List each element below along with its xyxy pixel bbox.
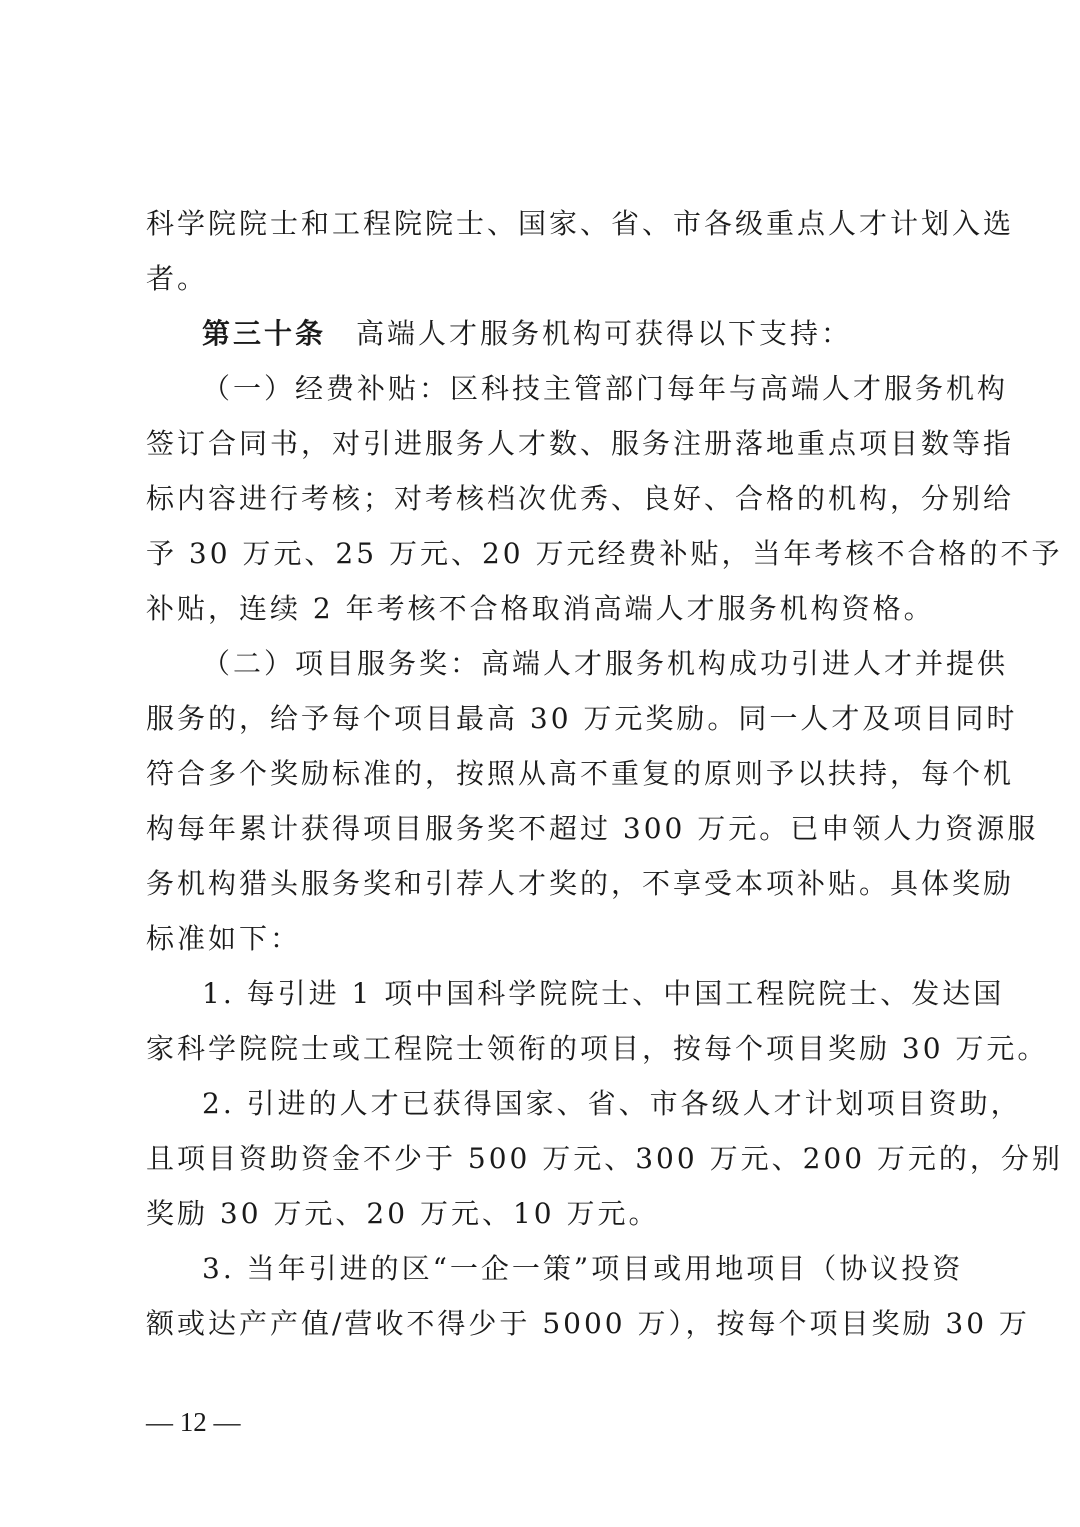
text-line: 服务的，给予每个项目最高 30 万元奖励。同一人才及项目同时 bbox=[146, 702, 1018, 735]
text-line: 者。 bbox=[146, 262, 209, 295]
text-line: （一）经费补贴：区科技主管部门每年与高端人才服务机构 bbox=[202, 372, 1009, 405]
article-heading-line bbox=[202, 314, 946, 354]
text-line: 务机构猎头服务奖和引荐人才奖的，不享受本项补贴。具体奖励 bbox=[146, 867, 1015, 900]
text-line: 家科学院院士或工程院士领衔的项目，按每个项目奖励 30 万元。 bbox=[146, 1032, 1049, 1065]
article-label: 第三十条 bbox=[202, 317, 327, 350]
text-line: 签订合同书，对引进服务人才数、服务注册落地重点项目数等指 bbox=[146, 427, 1015, 460]
text-line: 补贴，连续 2 年考核不合格取消高端人才服务机构资格。 bbox=[146, 592, 935, 625]
text-line: 予 30 万元、25 万元、20 万元经费补贴，当年考核不合格的不予 bbox=[146, 537, 1063, 570]
article-heading-text: 高端人才服务机构可获得以下支持： bbox=[356, 317, 853, 350]
text-line: （二）项目服务奖：高端人才服务机构成功引进人才并提供 bbox=[202, 647, 1009, 680]
text-line: 标准如下： bbox=[146, 922, 302, 955]
page-number: — 12 — bbox=[146, 1407, 241, 1437]
text-line: 奖励 30 万元、20 万元、10 万元。 bbox=[146, 1197, 660, 1230]
text-line: 构每年累计获得项目服务奖不超过 300 万元。已申领人力资源服 bbox=[146, 812, 1039, 845]
text-line: 且项目资助资金不少于 500 万元、300 万元、200 万元的，分别 bbox=[146, 1142, 1063, 1175]
text-line: 2. 引进的人才已获得国家、省、市各级人才计划项目资助， bbox=[202, 1087, 1022, 1120]
text-line: 符合多个奖励标准的，按照从高不重复的原则予以扶持，每个机 bbox=[146, 757, 1015, 790]
text-line: 科学院院士和工程院院士、国家、省、市各级重点人才计划入选 bbox=[146, 207, 1015, 240]
text-line: 3. 当年引进的区“一企一策”项目或用地项目（协议投资 bbox=[202, 1252, 964, 1285]
text-line: 1. 每引进 1 项中国科学院院士、中国工程院院士、发达国 bbox=[202, 977, 1005, 1010]
text-line: 标内容进行考核；对考核档次优秀、良好、合格的机构，分别给 bbox=[146, 482, 1015, 515]
text-line: 额或达产产值/营收不得少于 5000 万），按每个项目奖励 30 万 bbox=[146, 1307, 1030, 1340]
